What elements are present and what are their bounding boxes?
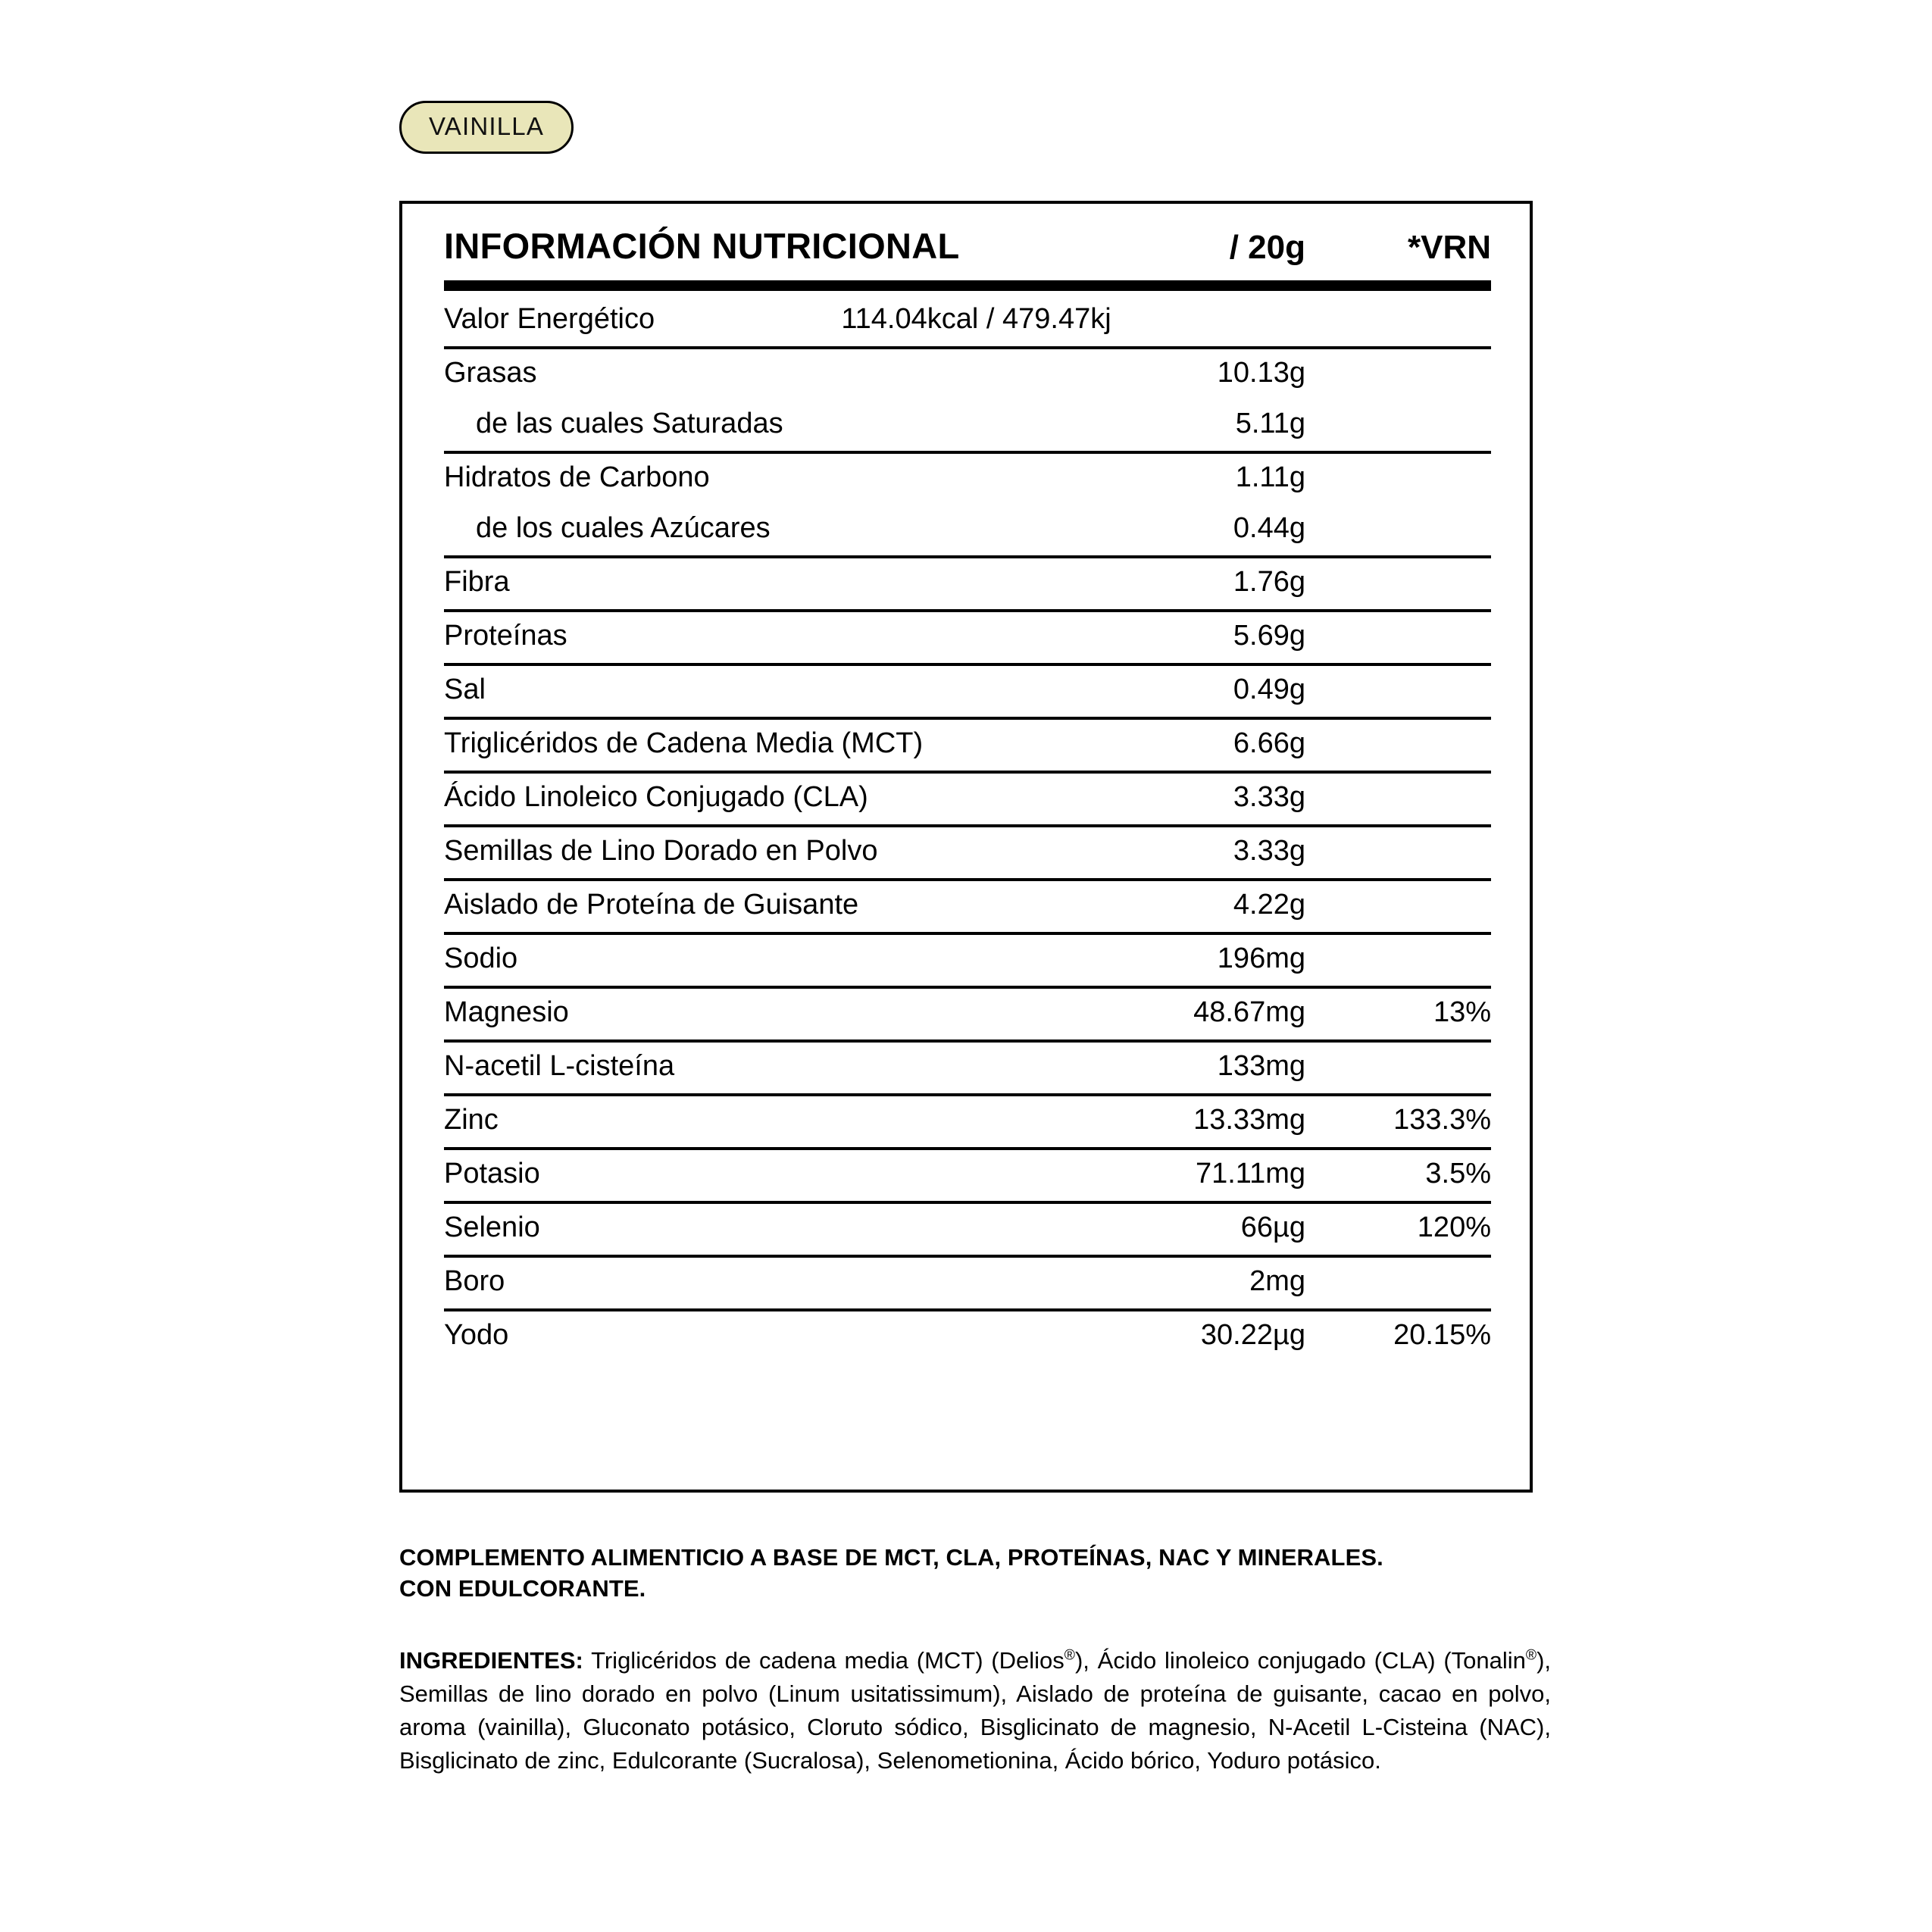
- nutrition-row-value: 133mg: [1217, 1050, 1305, 1082]
- nutrition-row: [444, 400, 1491, 451]
- nutrition-row-label: Zinc: [444, 1104, 499, 1136]
- column-header-vrn: *VRN: [1407, 229, 1491, 266]
- nutrition-row-label: Yodo: [444, 1319, 509, 1351]
- nutrition-row: [444, 612, 1491, 663]
- nutrition-row-group: [444, 1311, 1491, 1362]
- nutrition-row-label: N-acetil L-cisteína: [444, 1050, 675, 1082]
- nutrition-row: [444, 881, 1491, 932]
- nutrition-row: [444, 505, 1491, 555]
- nutrition-row: [444, 558, 1491, 609]
- nutrition-row-group: [444, 774, 1491, 827]
- ingredients-paragraph: [399, 1644, 1551, 1777]
- nutrition-row-group: [444, 1150, 1491, 1204]
- nutrition-row-vrn: 120%: [1417, 1211, 1491, 1243]
- flavour-badge-container: [399, 101, 574, 154]
- nutrition-row: [444, 1096, 1491, 1147]
- nutrition-row-label: de los cuales Azúcares: [476, 512, 771, 544]
- nutrition-row-value: 5.11g: [1235, 408, 1305, 439]
- nutrition-row: [444, 1258, 1491, 1308]
- nutrition-row-value: 0.44g: [1233, 512, 1305, 544]
- nutrition-row: [444, 666, 1491, 717]
- nutrition-row: [444, 989, 1491, 1039]
- nutrition-row-group: [444, 827, 1491, 881]
- nutrition-table-title: INFORMACIÓN NUTRICIONAL: [444, 226, 960, 266]
- nutrition-row-group: [444, 1043, 1491, 1096]
- nutrition-information-panel: [399, 201, 1533, 1493]
- product-claim-line-2: CON EDULCORANTE.: [399, 1575, 646, 1602]
- nutrition-row-value: 13.33mg: [1193, 1104, 1305, 1136]
- nutrition-row: [444, 349, 1491, 400]
- nutrition-row-label: Selenio: [444, 1211, 540, 1243]
- column-header-per-serving: / 20g: [1229, 229, 1305, 266]
- nutrition-row-vrn: 20.15%: [1393, 1319, 1491, 1351]
- nutrition-row: [444, 1150, 1491, 1201]
- nutrition-row-label: Boro: [444, 1265, 505, 1297]
- nutrition-row-label: Triglicéridos de Cadena Media (MCT): [444, 727, 924, 759]
- nutrition-row-group: [444, 295, 1491, 349]
- nutrition-row-value: 114.04kcal / 479.47kj: [841, 303, 1111, 335]
- nutrition-row-value: 71.11mg: [1195, 1158, 1305, 1190]
- nutrition-row-value: 48.67mg: [1193, 996, 1305, 1028]
- nutrition-row-label: Sodio: [444, 943, 518, 974]
- nutrition-row-value: 6.66g: [1233, 727, 1305, 759]
- nutrition-table-header: [444, 225, 1491, 280]
- nutrition-row-value: 196mg: [1217, 943, 1305, 974]
- nutrition-row: [444, 1311, 1491, 1362]
- nutrition-row-value: 0.49g: [1233, 674, 1305, 705]
- nutrition-row-label: Hidratos de Carbono: [444, 461, 710, 493]
- nutrition-row-vrn: 13%: [1433, 996, 1491, 1028]
- nutrition-row-value: 1.76g: [1233, 566, 1305, 598]
- nutrition-row: [444, 295, 1491, 346]
- nutrition-row: [444, 935, 1491, 986]
- nutrition-row: [444, 827, 1491, 878]
- nutrition-row: [444, 1204, 1491, 1255]
- product-claim: [399, 1542, 1551, 1604]
- nutrition-row-label: de las cuales Saturadas: [476, 408, 783, 439]
- nutrition-row-group: [444, 1096, 1491, 1150]
- nutrition-row-label: Proteínas: [444, 620, 567, 652]
- nutrition-row-label: Potasio: [444, 1158, 540, 1190]
- nutrition-row-label: Ácido Linoleico Conjugado (CLA): [444, 781, 868, 813]
- nutrition-row-value: 5.69g: [1233, 620, 1305, 652]
- nutrition-row-label: Grasas: [444, 357, 537, 389]
- nutrition-row-vrn: 133.3%: [1393, 1104, 1491, 1136]
- product-claim-line-1: COMPLEMENTO ALIMENTICIO A BASE DE MCT, CLA, PROTEÍNAS, NAC Y MINERALES.: [399, 1544, 1383, 1571]
- nutrition-row: [444, 720, 1491, 771]
- flavour-badge: VAINILLA: [399, 101, 574, 154]
- nutrition-row-label: Fibra: [444, 566, 510, 598]
- nutrition-row-group: [444, 349, 1491, 454]
- nutrition-row: [444, 1043, 1491, 1093]
- nutrition-row-value: 66µg: [1240, 1211, 1305, 1243]
- nutrition-row-group: [444, 558, 1491, 612]
- nutrition-row-group: [444, 935, 1491, 989]
- nutrition-row-value: 4.22g: [1233, 889, 1305, 921]
- nutrition-row-value: 3.33g: [1233, 781, 1305, 813]
- nutrition-row-value: 3.33g: [1233, 835, 1305, 867]
- nutrition-row-vrn: 3.5%: [1425, 1158, 1491, 1190]
- nutrition-row-value: 10.13g: [1217, 357, 1305, 389]
- nutrition-row-group: [444, 612, 1491, 666]
- nutrition-row-group: [444, 454, 1491, 558]
- nutrition-row-value: 1.11g: [1235, 461, 1305, 493]
- ingredients-text: Triglicéridos de cadena media (MCT) (Delios®), Ácido linoleico conjugado (CLA) (Tonalin®), Semillas de lino dorado en polvo (Linum usitatissimum), Aislado de proteína de guisante, cacao en polvo, aroma (vainilla), Gluconato potásico, Cloruto sódico, Bisglicinato de magnesio, N-Acetil L-Cisteina (NAC), Bisglicinato de zinc, Edulcorante (Sucralosa), Selenometionina, Ácido bórico, Yoduro potásico.: [399, 1647, 1551, 1774]
- nutrition-row-group: [444, 989, 1491, 1043]
- nutrition-row-label: Sal: [444, 674, 486, 705]
- nutrition-row-group: [444, 881, 1491, 935]
- nutrition-row: [444, 774, 1491, 824]
- nutrition-row-value: 30.22µg: [1200, 1319, 1305, 1351]
- nutrition-row-group: [444, 720, 1491, 774]
- nutrition-row-value: 2mg: [1249, 1265, 1305, 1297]
- nutrition-row-label: Magnesio: [444, 996, 569, 1028]
- nutrition-table: [444, 225, 1491, 1362]
- nutrition-row-label: Aislado de Proteína de Guisante: [444, 889, 859, 921]
- nutrition-row: [444, 454, 1491, 505]
- ingredients-label: INGREDIENTES:: [399, 1647, 583, 1674]
- nutrition-row-group: [444, 666, 1491, 720]
- nutrition-row-label: Semillas de Lino Dorado en Polvo: [444, 835, 878, 867]
- nutrition-row-group: [444, 1204, 1491, 1258]
- nutrition-row-label: Valor Energético: [444, 303, 655, 335]
- nutrition-row-group: [444, 1258, 1491, 1311]
- header-divider: [444, 280, 1491, 291]
- nutrition-rows: [444, 295, 1491, 1362]
